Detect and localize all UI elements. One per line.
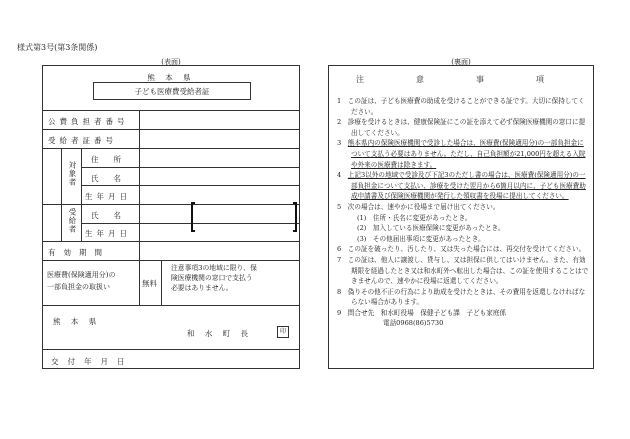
copay-value: 無料 bbox=[142, 279, 157, 288]
payer-dob-label: 生年月日 bbox=[85, 229, 131, 238]
address-label: 住 所 bbox=[91, 155, 121, 164]
notes-list bbox=[337, 96, 589, 329]
row-line bbox=[43, 129, 299, 130]
payer-name-label: 氏 名 bbox=[91, 211, 121, 220]
issuer-mayor: 和 水 町 長 bbox=[187, 329, 253, 338]
bracket-right bbox=[293, 202, 297, 232]
row-line bbox=[43, 241, 299, 242]
row-line bbox=[43, 305, 299, 306]
recipient-number-label: 受給者証番号 bbox=[48, 136, 117, 145]
payer-group-label: 受給者 bbox=[68, 208, 77, 234]
note-6: 6 この証を破ったり、汚したり、又は失った場合には、再交付を受けてください。 bbox=[337, 245, 586, 254]
row-line bbox=[43, 260, 299, 261]
copay-label-line1: 医療費(保険適用分)の bbox=[47, 271, 116, 279]
column-divider bbox=[161, 260, 162, 305]
valid-period-label: 有効期間 bbox=[48, 248, 110, 257]
row-line bbox=[81, 223, 299, 224]
group-divider bbox=[81, 148, 82, 241]
contact-phone: 電話0968(86)5730 bbox=[383, 319, 444, 328]
copay-note: 注意事項3の地域に限り、保険医療機関の窓口で支払う必要はありません。 bbox=[171, 264, 257, 292]
note-1: 1 この証は、子ども医療費の助成を受けることができる証です。大切に保持してください。 bbox=[337, 97, 585, 116]
row-line bbox=[43, 349, 299, 350]
column-divider bbox=[139, 110, 140, 260]
row-line bbox=[81, 167, 299, 168]
row-line bbox=[81, 185, 299, 186]
insurer-number-label: 公費負担者番号 bbox=[48, 117, 129, 126]
copay-label-line2: 一部負担金の取扱い bbox=[47, 283, 110, 291]
form-title: 様式第3号(第3条関係) bbox=[17, 43, 98, 52]
note-8: 8 偽りその他不正の行為により助成を受けたときは、その費用を返還しなければならない場合があります。 bbox=[337, 287, 586, 307]
municipality-header: 熊 本 県 bbox=[147, 73, 195, 82]
group-divider bbox=[61, 148, 62, 241]
subject-name-label: 氏 名 bbox=[91, 174, 121, 183]
back-card bbox=[328, 65, 594, 369]
back-label: (裏面) bbox=[451, 58, 471, 66]
sub-note-3: (3) その他届出事項に変更があったとき。 bbox=[357, 234, 485, 243]
sub-note-2: (2) 加入している医療保険に変更があったとき。 bbox=[357, 224, 505, 233]
sub-note-1: (1) 住所・氏名に変更があったとき。 bbox=[357, 213, 472, 222]
bracket-left bbox=[191, 202, 195, 232]
note-4: 4 上記3以外の地域で受診及び下記3のただし書の場合は、医療費(保険適用分)の一部負担金について支払い、診療を受けた翌月から6箇月以内に、子ども医療費助成申請書及び保険医療機関が発行した領収書を役場に提出してください。 bbox=[337, 171, 586, 201]
note-3: 3 熊本県内の保険医療機関で受診した場合は、医療費(保険適用分)の一部負担金について支払う必要はありません。ただし、自己負担額が21,000円を超える入院や外来の医療費は除きます。 bbox=[337, 139, 586, 169]
note-7: 7 この証は、他人に譲渡し、貸与し、又は担保に供してはいけません。また、有効期限を経過したとき又は和水町外へ転出した場合は、この証を使用することはできませんので、速やかに役場に返還してください。 bbox=[337, 255, 589, 286]
note-5: 5 次の場合は、速やかに役場まで届け出てください。 bbox=[337, 202, 500, 211]
subject-group-label: 対象者 bbox=[68, 161, 77, 187]
issue-date-label: 交付年月日 bbox=[51, 357, 134, 366]
card-title: 子ども医療費受給者証 bbox=[134, 87, 210, 96]
subject-dob-label: 生年月日 bbox=[85, 192, 131, 201]
row-line bbox=[43, 110, 299, 111]
note-2: 2 診療を受けるときは、健康保険証にこの証を添えて必ず保険医療機関の窓口に提出してください。 bbox=[337, 118, 586, 137]
official-seal: 印 bbox=[277, 326, 289, 338]
issuer-prefecture: 熊 本 県 bbox=[53, 317, 101, 326]
front-card bbox=[42, 65, 300, 369]
column-divider bbox=[139, 260, 140, 305]
contact-line: 9 問合せ先 和水町役場 保健子ども課 子ども家庭係 bbox=[337, 308, 507, 317]
front-label: (表面) bbox=[161, 58, 181, 66]
notes-title: 注 意 事 項 bbox=[356, 75, 566, 84]
